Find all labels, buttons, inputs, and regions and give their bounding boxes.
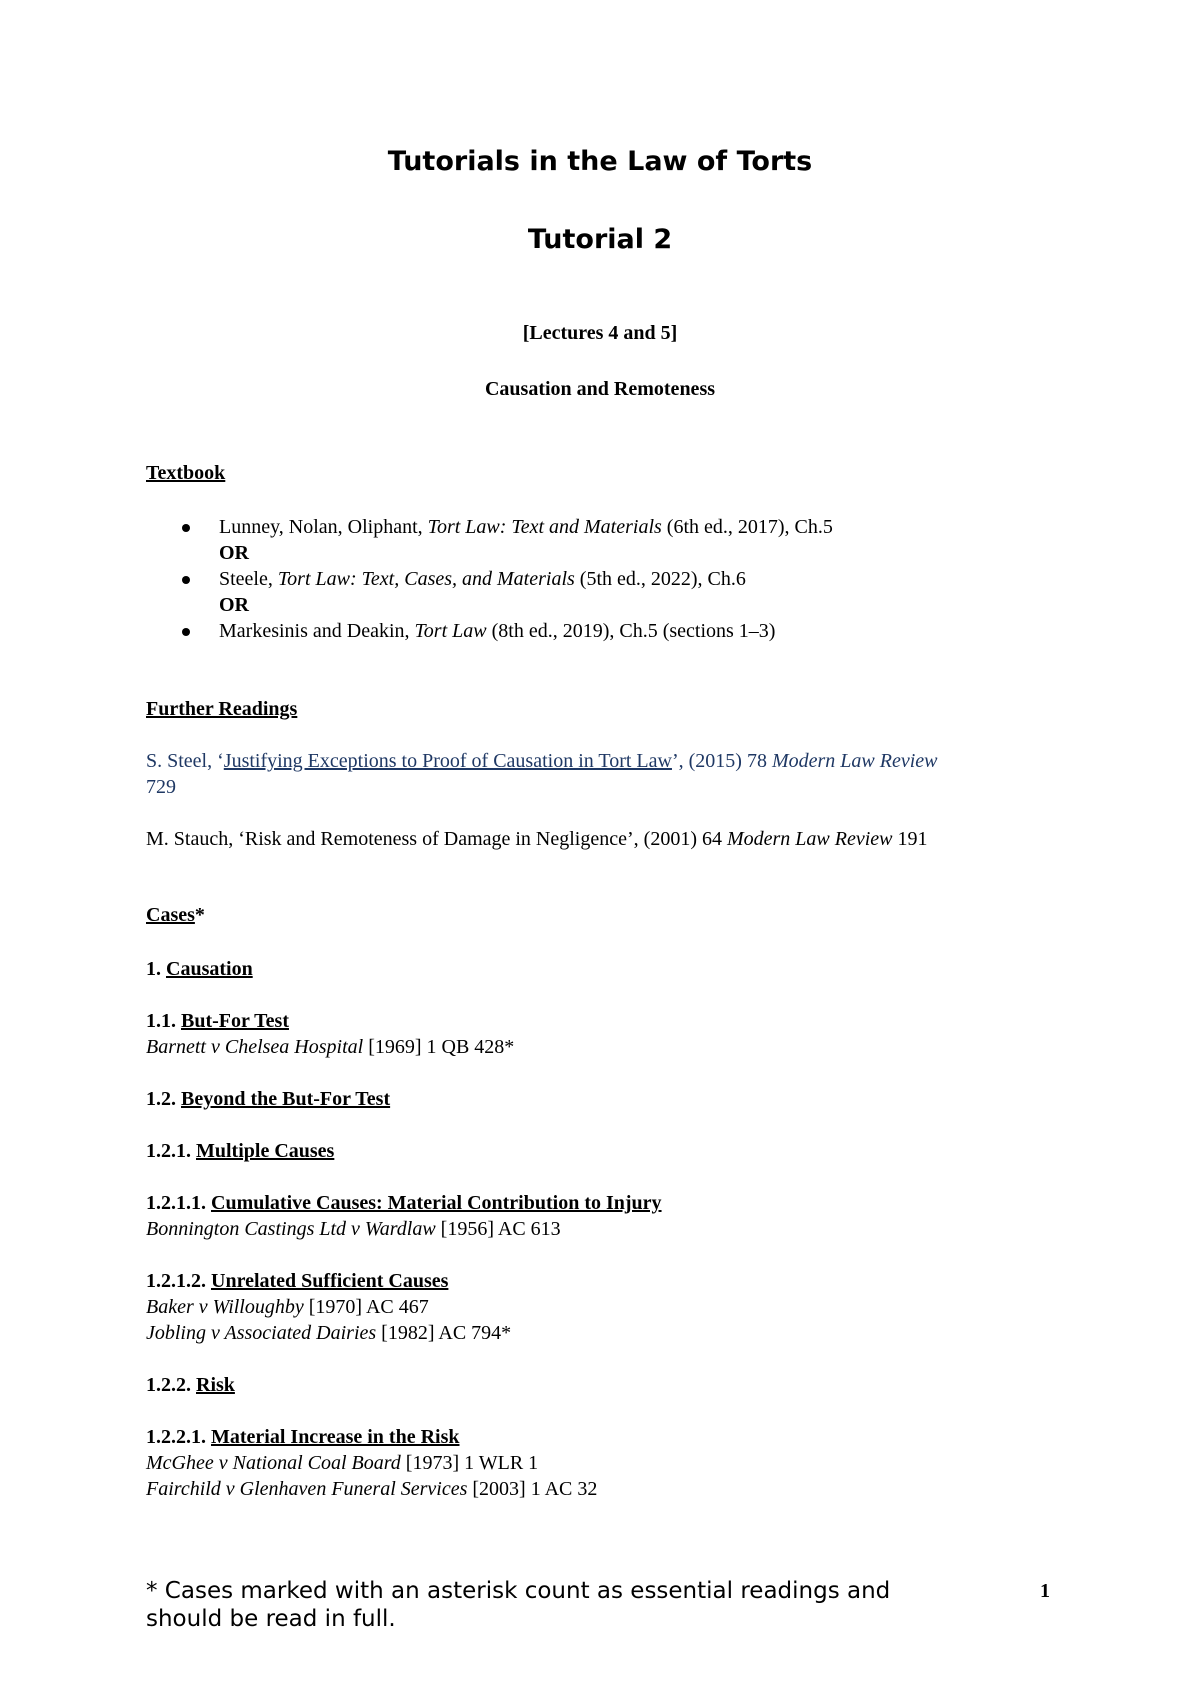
- section-risk: 1.2.2. Risk: [146, 1374, 235, 1396]
- further-reading-steel: S. Steel, ‘Justifying Exceptions to Proof of Causation in Tort Law’, (2015) 78 Modern Law Review 729: [146, 750, 938, 798]
- cases-heading: Cases*: [146, 904, 205, 926]
- section-but-for-test: 1.1. But-For Test: [146, 1010, 289, 1032]
- case-citation: McGhee v National Coal Board [1973] 1 WLR 1: [146, 1452, 539, 1474]
- further-reading-stauch: M. Stauch, ‘Risk and Remoteness of Damage in Negligence’, (2001) 64 Modern Law Review 191: [146, 828, 928, 850]
- textbook-item-author: Steele,: [219, 568, 278, 590]
- section-causation: 1. Causation: [146, 958, 253, 980]
- lectures-line: [Lectures 4 and 5]: [522, 322, 678, 344]
- textbook-heading-text: Textbook: [146, 462, 226, 484]
- textbook-heading: [146, 460, 1066, 486]
- section-cumulative-causes: 1.2.1.1. Cumulative Causes: Material Contribution to Injury: [146, 1192, 662, 1214]
- section-multiple-causes: 1.2.1. Multiple Causes: [146, 1140, 335, 1162]
- bullet-icon: [182, 576, 190, 584]
- steel-article-link[interactable]: Justifying Exceptions to Proof of Causation in Tort Law: [223, 750, 672, 772]
- case-citation: Jobling v Associated Dairies [1982] AC 794*: [146, 1322, 512, 1344]
- tutorial-number: Tutorial 2: [527, 224, 673, 255]
- bullet-icon: [182, 628, 190, 636]
- section-beyond-but-for: 1.2. Beyond the But-For Test: [146, 1088, 391, 1110]
- document-page: Tutorials in the Law of Torts Tutorial 2 [Lectures 4 and 5] Causation and Remoteness Textbook Lunney, Nolan, Oliphant, Tort Law: Text and Materials (6th ed., 2017), Ch.5 OR Steele, Tort Law: Text, Cases, and Materials (5th ed., 2022), Ch.6 OR Markesinis and Deakin, Tort Law (8th ed., 2019), Ch.5 (sections 1–3) Further Readings S. Steel, ‘Justifying Exceptions to Proof of Causation in Tort Law’, (2015) 78 Modern Law Review 729 M. Stauch, ‘Risk and Remoteness of Damage in Negligence’, (2001) 64 Modern Law Review 191 Cases* 1. Causation 1.1. But-For Test Barnett v Chelsea Hospital [1969] 1 QB 428* 1.2. Beyond the But-For Test 1.2.1. Multiple Causes 1.2.1.1. Cumulative Causes: Material Contribution to Injury Bonnington Castings Ltd v Wardlaw [1956] AC 613 1.2.1.2. Unrelated Sufficient Causes Baker v Willoughby [1970] AC 467 Jobling v Associated Dairies [1982] AC 794* 1.2.2. Risk 1.2.2.1. Material Increase in the Risk McGhee v National Coal Board [1973] 1 WLR 1 Fairchild v Glenhaven Funeral Services [2003] 1 AC 32 * Cases marked with an asterisk count as essential readings and should be read in full. 1: [0, 0, 1200, 1698]
- case-citation: Baker v Willoughby [1970] AC 467: [146, 1296, 429, 1318]
- textbook-item-edition: (5th ed., 2022), Ch.6: [574, 568, 746, 590]
- document-title: Tutorials in the Law of Torts: [387, 146, 813, 177]
- page-number: 1: [1040, 1580, 1050, 1602]
- case-citation: Barnett v Chelsea Hospital [1969] 1 QB 428*: [146, 1036, 515, 1058]
- topic-heading: Causation and Remoteness: [484, 378, 716, 400]
- case-citation: Bonnington Castings Ltd v Wardlaw [1956] AC 613: [146, 1218, 561, 1240]
- textbook-item-author: Lunney, Nolan, Oliphant,: [219, 516, 428, 538]
- textbook-item-edition: (8th ed., 2019), Ch.5 (sections 1–3): [486, 620, 776, 642]
- textbook-item-edition: (6th ed., 2017), Ch.5: [661, 516, 833, 538]
- case-citation: Fairchild v Glenhaven Funeral Services [2003] 1 AC 32: [146, 1478, 598, 1500]
- textbook-item-title: Tort Law: [414, 620, 487, 642]
- textbook-item-author: Markesinis and Deakin,: [219, 620, 415, 642]
- section-material-increase: 1.2.2.1. Material Increase in the Risk: [146, 1426, 460, 1448]
- section-unrelated-causes: 1.2.1.2. Unrelated Sufficient Causes: [146, 1270, 449, 1292]
- bullet-icon: [182, 524, 190, 532]
- footnote: * Cases marked with an asterisk count as essential readings and should be read in full.: [146, 1578, 891, 1632]
- textbook-item-title: Tort Law: Text and Materials: [427, 516, 662, 538]
- textbook-item-title: Tort Law: Text, Cases, and Materials: [277, 568, 575, 590]
- further-readings-heading: Further Readings: [146, 698, 298, 720]
